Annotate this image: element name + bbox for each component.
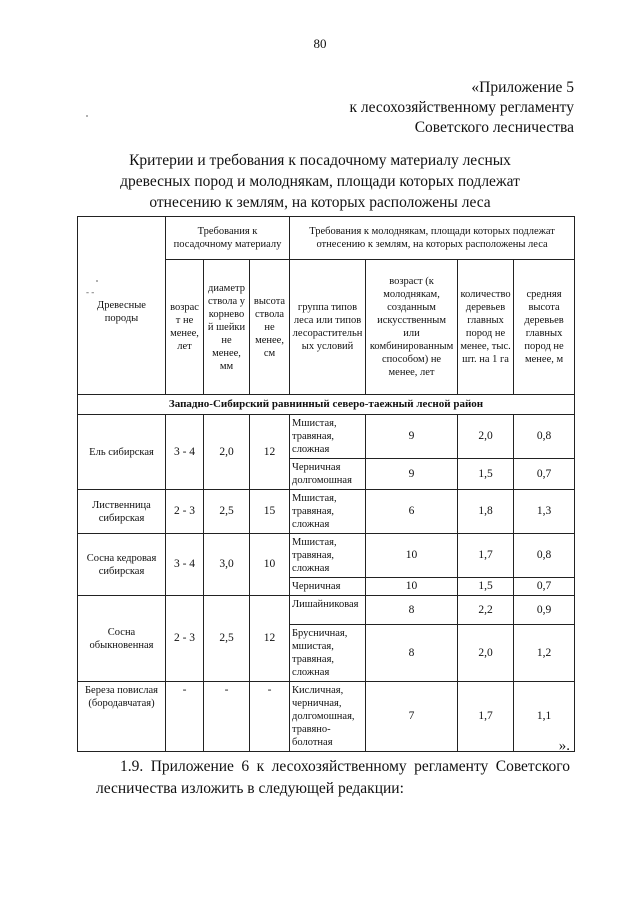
tree-count: 1,8 [458, 490, 514, 534]
species-name: Ель сибирская [78, 415, 166, 490]
header-height: высота ствола не менее, см [250, 260, 290, 395]
body-paragraph [96, 756, 570, 800]
header-age: возраст не менее, лет [166, 260, 204, 395]
table-row [78, 490, 575, 534]
average-height: 0,7 [514, 578, 575, 596]
average-height: 0,7 [514, 459, 575, 490]
species-name: Сосна обыкновенная [78, 596, 166, 682]
young-age: 8 [366, 596, 458, 625]
tree-count: 1,5 [458, 459, 514, 490]
annex-line: «Приложение 5 [471, 79, 574, 96]
planting-height: - [250, 682, 290, 752]
young-age: 10 [366, 534, 458, 578]
planting-age: - [166, 682, 204, 752]
forest-type: Кисличная, черничная, долгомошная, травяно-болотная [290, 682, 366, 752]
tree-count: 1,7 [458, 534, 514, 578]
region-row [78, 395, 575, 415]
region-label: Западно-Сибирский равнинный северо-таежный лесной район [78, 395, 575, 415]
table-row [78, 596, 575, 625]
young-age: 8 [366, 625, 458, 682]
young-age: 10 [366, 578, 458, 596]
scan-speck [86, 115, 88, 117]
average-height: 0,8 [514, 415, 575, 459]
header-average-height: средняя высота деревьев главных пород не менее, м [514, 260, 575, 395]
young-age: 7 [366, 682, 458, 752]
average-height: 0,9 [514, 596, 575, 625]
tree-count: 1,5 [458, 578, 514, 596]
header-species [78, 217, 166, 395]
table-row [78, 415, 575, 459]
header-tree-count: количество деревьев главных пород не менее, тыс. шт. на 1 га [458, 260, 514, 395]
planting-height: 12 [250, 415, 290, 490]
forest-type: Черничная [290, 578, 366, 596]
header-diameter: диаметр ствола у корневой шейки не менее, мм [204, 260, 250, 395]
planting-diameter: 2,5 [204, 596, 250, 682]
planting-diameter: 3,0 [204, 534, 250, 596]
header-young-stands: Требования к молоднякам, площади которых подлежат отнесению к землям, на которых расположены леса [290, 217, 575, 260]
header-forest-type: группа типов леса или типов лесорастительных условий [290, 260, 366, 395]
average-height: 1,3 [514, 490, 575, 534]
header-mark: - - [86, 287, 95, 297]
average-height: 0,8 [514, 534, 575, 578]
average-height: 1,1 [514, 682, 575, 752]
annex-line: Советского лесничества [414, 119, 574, 136]
forest-type: Мшистая, травяная, сложная [290, 490, 366, 534]
tree-count: 1,7 [458, 682, 514, 752]
closing-quote: ». [558, 738, 570, 754]
planting-diameter: - [204, 682, 250, 752]
species-name: Лиственница сибирская [78, 490, 166, 534]
planting-age: 2 - 3 [166, 596, 204, 682]
planting-height: 10 [250, 534, 290, 596]
planting-diameter: 2,0 [204, 415, 250, 490]
forest-type: Лишайниковая [290, 596, 366, 625]
table-row [78, 534, 575, 578]
planting-age: 2 - 3 [166, 490, 204, 534]
planting-diameter: 2,5 [204, 490, 250, 534]
table-row [78, 682, 575, 752]
planting-height: 12 [250, 596, 290, 682]
young-age: 9 [366, 415, 458, 459]
header-species-label: Древесные породы [97, 300, 146, 324]
header-planting-material: Требования к посадочному материалу [166, 217, 290, 260]
annex-header [350, 78, 574, 138]
young-age: 6 [366, 490, 458, 534]
tree-count: 2,2 [458, 596, 514, 625]
scan-speck [96, 280, 98, 282]
planting-height: 15 [250, 490, 290, 534]
young-age: 9 [366, 459, 458, 490]
average-height: 1,2 [514, 625, 575, 682]
species-name: Береза повислая (бородавчатая) [78, 682, 166, 752]
criteria-table [77, 216, 575, 752]
forest-type: Мшистая, травяная, сложная [290, 415, 366, 459]
tree-count: 2,0 [458, 625, 514, 682]
page-number: 80 [313, 36, 327, 51]
planting-age: 3 - 4 [166, 415, 204, 490]
header-young-age: возраст (к молоднякам, созданным искусственным или комбинированным способом) не менее, лет [366, 260, 458, 395]
annex-line: к лесохозяйственному регламенту [349, 99, 574, 116]
forest-type: Мшистая, травяная, сложная [290, 534, 366, 578]
paragraph-text: 1.9. Приложение 6 к лесохозяйственному регламенту Советского лесничества изложить в следующей редакции: [96, 758, 570, 797]
planting-age: 3 - 4 [166, 534, 204, 596]
forest-type: Брусничная, мшистая, травяная, сложная [290, 625, 366, 682]
forest-type: Черничная долгомошная [290, 459, 366, 490]
document-title: Критерии и требования к посадочному материалу лесных древесных пород и молоднякам, площади которых подлежат отнесению к землям, на которых расположены леса [120, 152, 520, 211]
tree-count: 2,0 [458, 415, 514, 459]
table-header-row [78, 217, 575, 260]
species-name: Сосна кедровая сибирская [78, 534, 166, 596]
